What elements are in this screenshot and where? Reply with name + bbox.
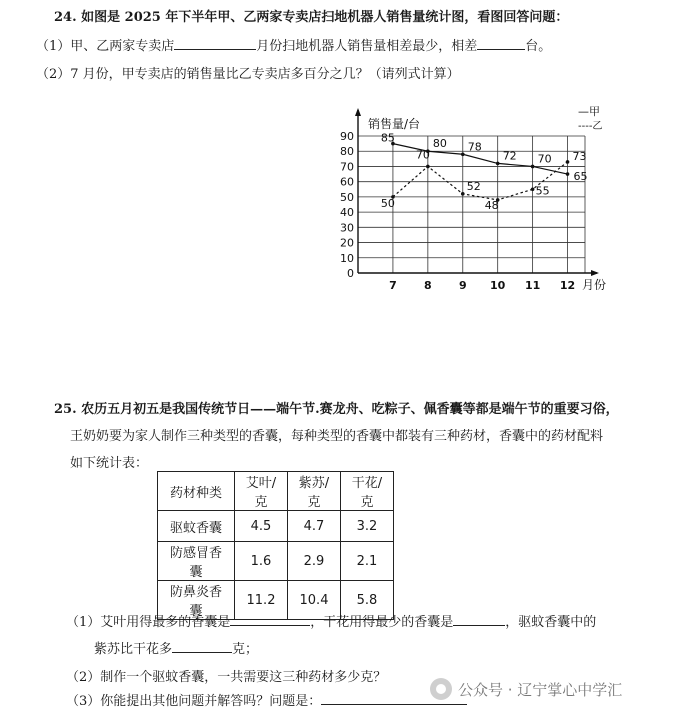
q25-part1-line2	[94, 638, 258, 657]
data-label: 73	[572, 149, 587, 163]
q24-blank-month[interactable]	[174, 36, 256, 50]
table-cell: 1.6	[235, 542, 288, 581]
table-cell: 防鼻炎香囊	[158, 581, 235, 620]
data-point	[531, 187, 535, 191]
data-label: 50	[380, 196, 395, 210]
q25-blank-most-aiye[interactable]	[230, 612, 310, 626]
data-label: 80	[432, 137, 447, 151]
q25-part1-text-a: （1）艾叶用得最多的香囊是	[66, 615, 231, 630]
y-tick-labels	[340, 130, 354, 280]
q25-part1-text-d: 紫苏比干花多	[94, 642, 173, 657]
q25-part2: （2）制作一个驱蚊香囊，一共需要这三种药材多少克？	[66, 670, 387, 685]
q25-line1: 25. 农历五月初五是我国传统节日——端午节.赛龙舟、吃粽子、佩香囊等都是端午节的重要习俗，	[54, 402, 619, 417]
q25-part1-text-b: ，干花用得最少的香囊是	[310, 615, 454, 630]
y-tick-label: 50	[340, 190, 354, 204]
table-cell: 11.2	[235, 581, 288, 620]
y-axis-arrow	[355, 108, 361, 116]
legend-yi: ----乙	[578, 121, 603, 132]
y-axis-label: 销售量/台	[368, 117, 421, 131]
data-point	[566, 172, 570, 176]
y-tick-label: 0	[347, 267, 354, 280]
x-axis-arrow	[591, 270, 599, 276]
header-cell: 干花/克	[341, 472, 394, 511]
q24-part1-text-a: （1）甲、乙两家专卖店	[36, 39, 175, 54]
data-label: 70	[537, 152, 552, 166]
q24-part1	[36, 35, 551, 54]
table-cell: 4.5	[235, 511, 288, 542]
q25-blank-least-ganhua[interactable]	[453, 612, 505, 626]
wechat-logo-icon	[430, 678, 452, 700]
q25-part1-text-c: ，驱蚊香囊中的	[505, 615, 597, 630]
q24-part1-text-c: 台。	[525, 39, 552, 54]
data-label: 85	[380, 131, 395, 145]
table-cell: 4.7	[288, 511, 341, 542]
data-point	[426, 165, 430, 169]
y-tick-label: 80	[340, 145, 354, 159]
y-tick-label: 30	[340, 221, 354, 235]
q25-part3	[66, 690, 467, 709]
header-cell: 紫苏/克	[288, 472, 341, 511]
data-label: 72	[502, 149, 517, 163]
herb-table-header-row	[158, 472, 394, 511]
header-cell: 药材种类	[158, 472, 235, 511]
watermark-text: 公众号 · 辽宁掌心中学汇	[458, 680, 623, 699]
q25-line2: 王奶奶要为家人制作三种类型的香囊，每种类型的香囊中都装有三种药材，香囊中的药材配料	[70, 429, 604, 444]
sales-line-chart	[330, 98, 620, 298]
data-label: 55	[535, 184, 550, 198]
data-point	[461, 192, 465, 196]
x-tick-label: 10	[490, 279, 506, 292]
q25-line3: 如下统计表：	[70, 456, 149, 471]
table-cell: 2.1	[341, 542, 394, 581]
x-tick-labels	[389, 279, 575, 292]
data-point	[566, 160, 570, 164]
data-point	[531, 165, 535, 169]
table-cell: 驱蚊香囊	[158, 511, 235, 542]
q24-title: 24. 如图是 2025 年下半年甲、乙两家专卖店扫地机器人销售量统计图，看图回答问题：	[54, 10, 569, 25]
x-tick-label: 12	[559, 279, 576, 292]
table-cell: 10.4	[288, 581, 341, 620]
x-tick-label: 7	[389, 279, 397, 292]
y-tick-label: 40	[340, 206, 354, 220]
x-tick-label: 11	[524, 279, 541, 292]
table-row	[158, 542, 394, 581]
header-cell: 艾叶/克	[235, 472, 288, 511]
x-tick-label: 8	[424, 279, 432, 292]
data-point	[496, 162, 500, 166]
table-cell: 5.8	[341, 581, 394, 620]
table-cell: 2.9	[288, 542, 341, 581]
q25-part1-text-e: 克；	[232, 642, 259, 657]
herb-table	[157, 471, 394, 620]
q25-part1-line1	[66, 611, 596, 630]
data-label: 52	[466, 179, 481, 193]
x-tick-label: 9	[458, 279, 467, 292]
legend-jia: —甲	[578, 105, 600, 118]
y-tick-label: 10	[340, 251, 354, 265]
x-axis-label: 月份	[582, 278, 607, 292]
y-tick-label: 20	[340, 236, 354, 250]
data-label: 48	[484, 198, 499, 212]
q25-blank-difference[interactable]	[172, 639, 232, 653]
data-label: 70	[415, 148, 430, 162]
y-tick-label: 90	[340, 130, 354, 143]
data-label: 65	[573, 170, 588, 184]
q25-part3-text: （3）你能提出其他问题并解答吗？问题是：	[66, 694, 322, 709]
watermark	[430, 678, 622, 700]
table-cell: 防感冒香囊	[158, 542, 235, 581]
data-point	[461, 152, 465, 156]
table-row	[158, 511, 394, 542]
y-tick-label: 60	[340, 175, 354, 189]
y-tick-label: 70	[340, 160, 354, 174]
data-label: 78	[467, 140, 482, 154]
q24-blank-diff[interactable]	[477, 36, 525, 50]
q24-part2: （2）7 月份，甲专卖店的销售量比乙专卖店多百分之几？（请列式计算）	[36, 67, 460, 82]
table-cell: 3.2	[341, 511, 394, 542]
q24-part1-text-b: 月份扫地机器人销售量相差最少，相差	[256, 39, 478, 54]
